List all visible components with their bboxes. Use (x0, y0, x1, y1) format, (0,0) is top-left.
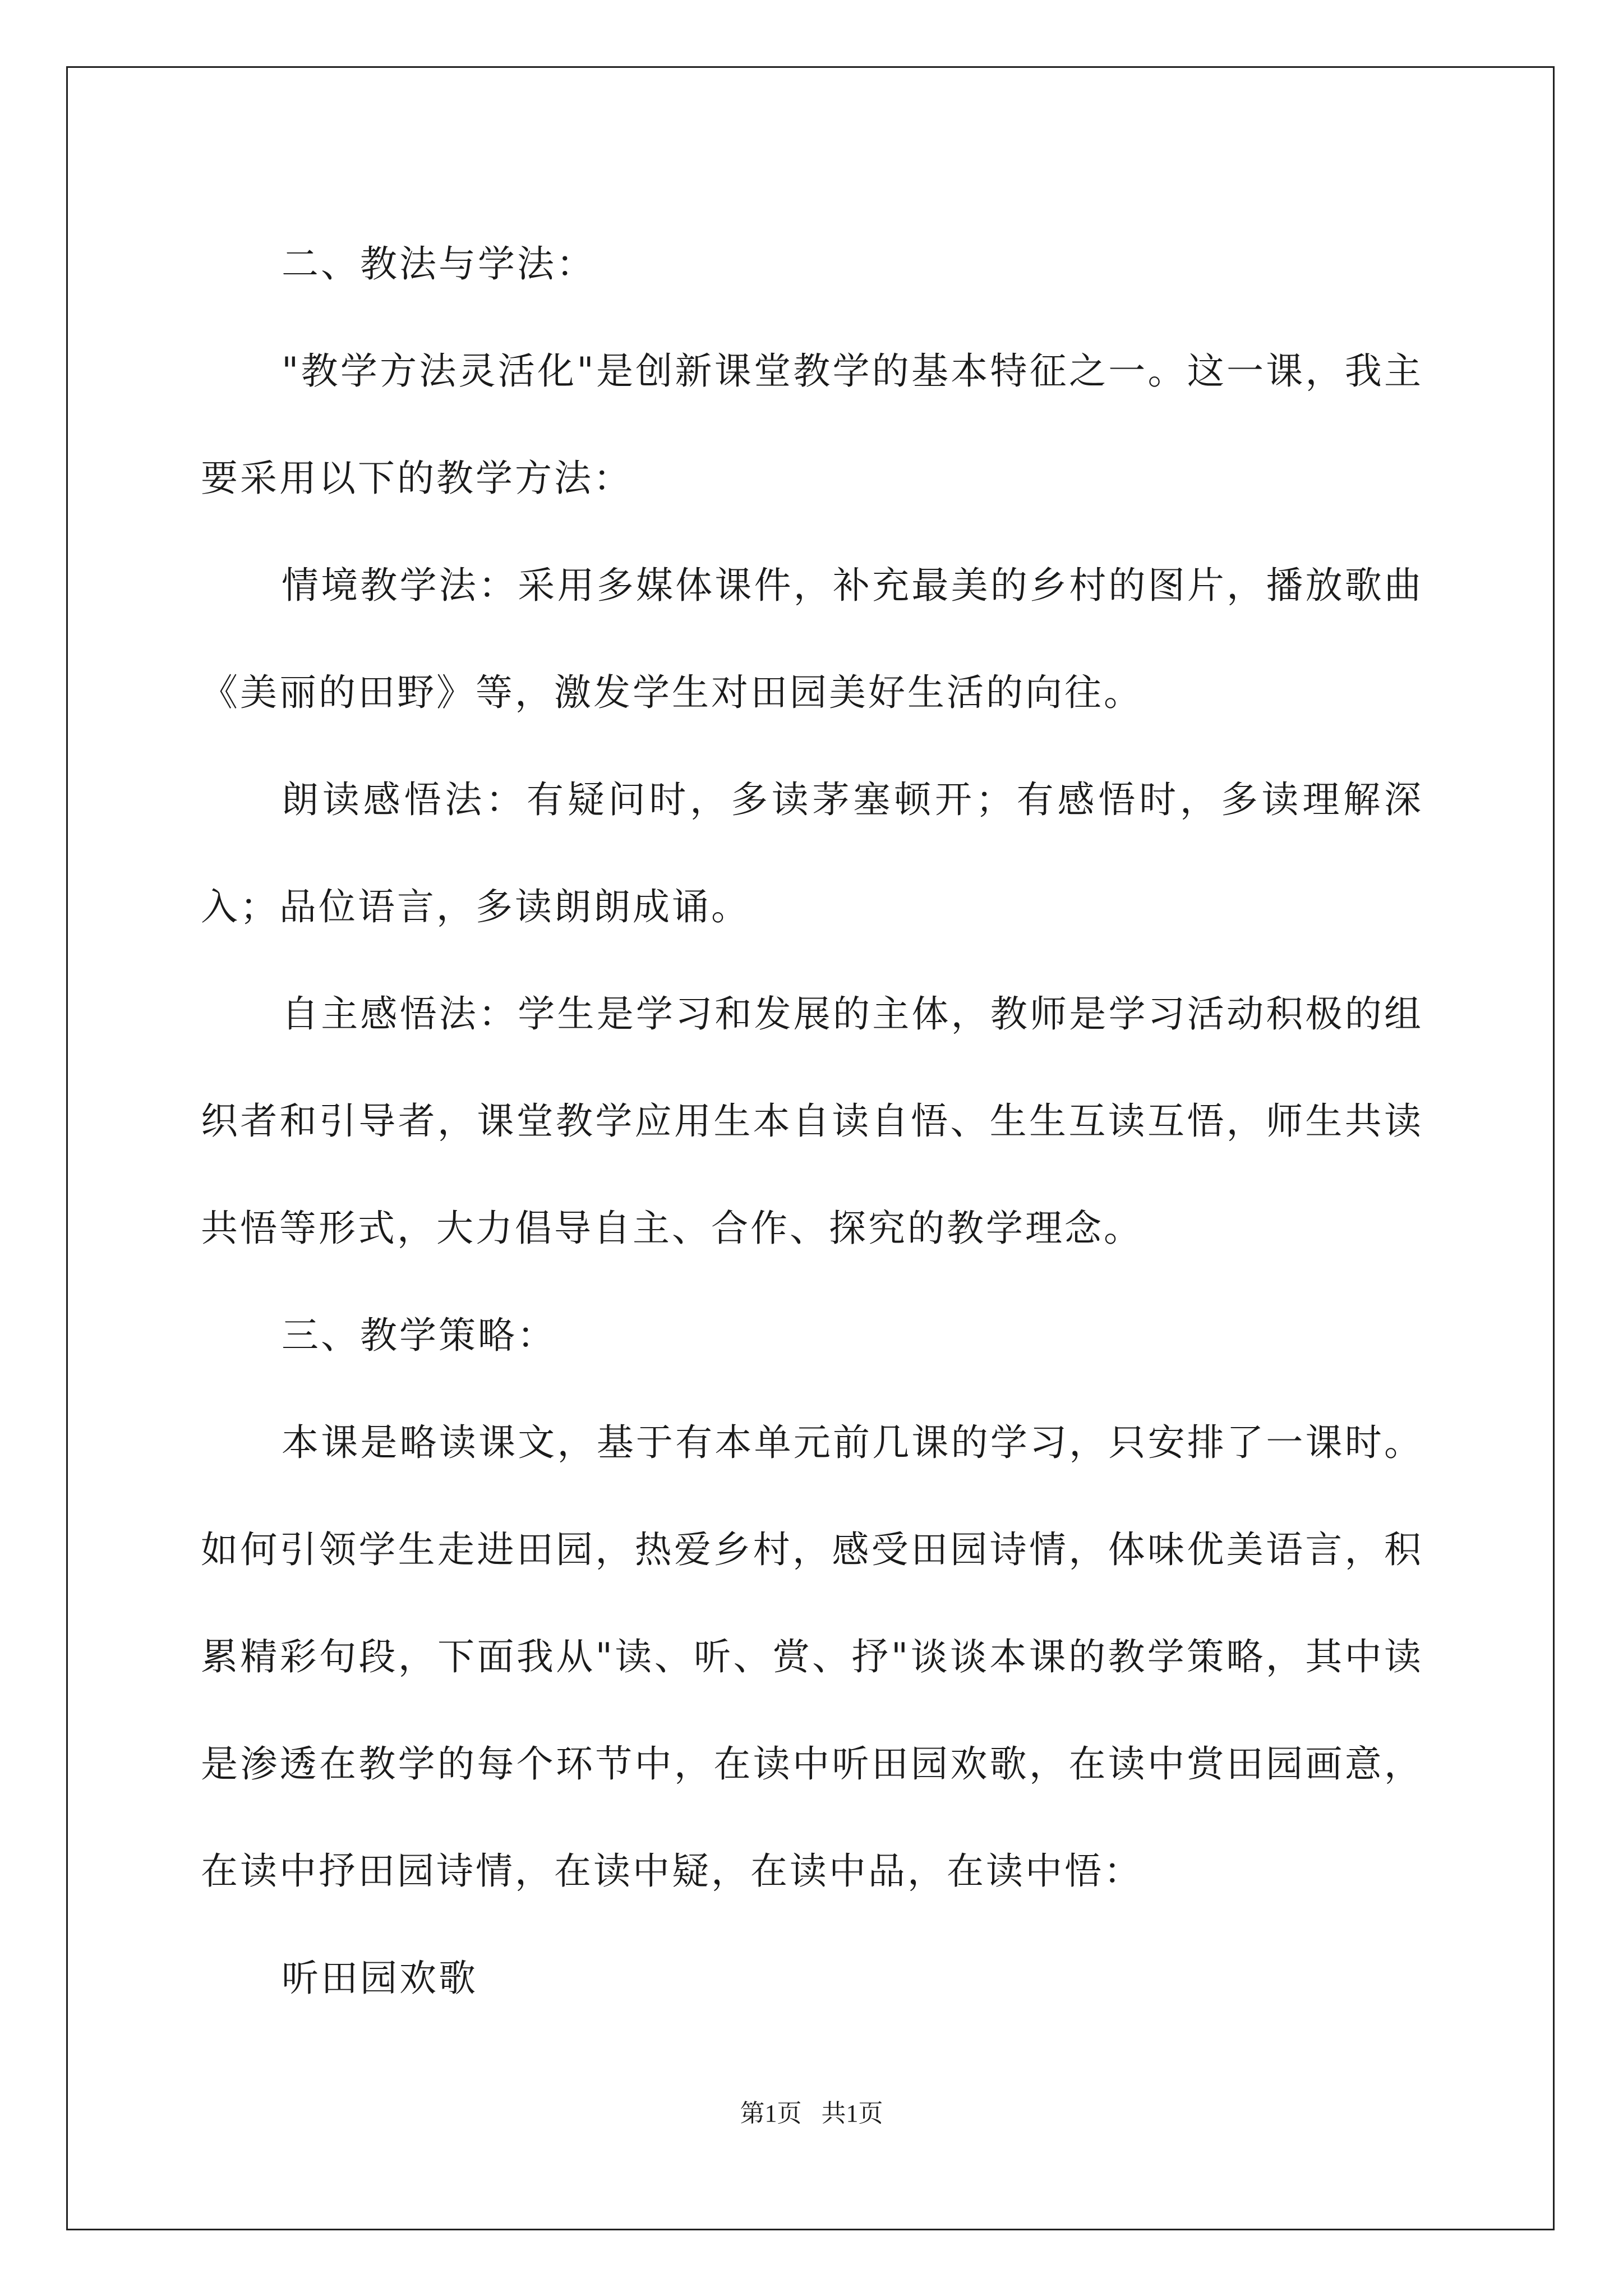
document-body (201, 210, 1423, 2032)
paragraph-situational-method: 情境教学法：采用多媒体课件，补充最美的乡村的图片，播放歌曲《美丽的田野》等，激发学生对田园美好生活的向往。 (201, 564, 1423, 714)
page-footer (0, 2097, 1623, 2131)
page-total: 共1页 (821, 2100, 883, 2127)
page-number: 第1页 (740, 2100, 802, 2127)
paragraph-strategy: 本课是略读课文，基于有本单元前几课的学习，只安排了一课时。如何引领学生走进田园，热爱乡村，感受田园诗情，体味优美语言，积累精彩句段，下面我从"读、听、赏、抒"谈谈本课的教学策略，其中读是渗透在教学的每个环节中，在读中听田园欢歌，在读中赏田园画意，在读中抒田园诗情，在读中疑，在读中品，在读中悟： (201, 1421, 1423, 1893)
subheading-listen: 听田园欢歌 (282, 1957, 478, 2000)
section-heading-strategy: 三、教学策略： (282, 1314, 556, 1357)
section-heading-methods: 二、教法与学法： (282, 242, 596, 286)
paragraph-self-learning-method: 自主感悟法：学生是学习和发展的主体，教师是学习活动积极的组织者和引导者，课堂教学应用生本自读自悟、生生互读互悟，师生共读共悟等形式，大力倡导自主、合作、探究的教学理念。 (201, 992, 1423, 1250)
paragraph-intro-methods: "教学方法灵活化"是创新课堂教学的基本特征之一。这一课，我主要采用以下的教学方法： (201, 349, 1423, 500)
paragraph-reading-method: 朗读感悟法：有疑问时，多读茅塞顿开；有感悟时，多读理解深入；品位语言，多读朗朗成诵。 (201, 778, 1423, 928)
